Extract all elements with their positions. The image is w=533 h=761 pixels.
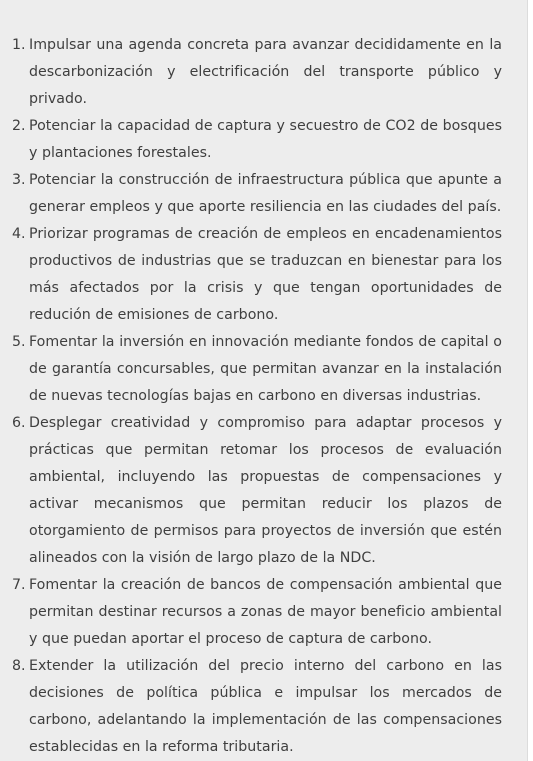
item-number: 5. [12, 334, 26, 350]
item-text: Extender la utilización del precio interno del carbono en las decisiones de política pública e impulsar los mercados de carbono, adelantando la implementación de las compensaciones establecidas en la reforma tributaria. [29, 658, 502, 755]
item-text: Potenciar la capacidad de captura y secuestro de CO2 de bosques y plantaciones forestales. [29, 118, 502, 161]
item-number: 7. [12, 577, 26, 593]
item-text: Fomentar la creación de bancos de compensación ambiental que permitan destinar recursos a zonas de mayor beneficio ambiental y que puedan aportar el proceso de captura de carbono. [29, 577, 502, 647]
item-text: Priorizar programas de creación de empleos en encadenamientos productivos de industrias que se traduzcan en bienestar para los más afectados por la crisis y que tengan oportunidades de redución de emisiones de carbono. [29, 226, 502, 323]
list-item [12, 167, 502, 221]
item-text: Impulsar una agenda concreta para avanzar decididamente en la descarbonización y electrificación del transporte público y privado. [29, 37, 502, 107]
list-item [12, 329, 502, 410]
item-text: Fomentar la inversión en innovación mediante fondos de capital o de garantía concursables, que permitan avanzar en la instalación de nuevas tecnologías bajas en carbono en diversas industrias. [29, 334, 502, 404]
measures-list [12, 32, 502, 761]
item-number: 4. [12, 226, 26, 242]
item-number: 6. [12, 415, 26, 431]
list-item [12, 32, 502, 113]
list-item [12, 410, 502, 572]
item-number: 8. [12, 658, 26, 674]
list-item [12, 572, 502, 653]
list-item [12, 221, 502, 329]
list-item [12, 113, 502, 167]
item-number: 1. [12, 37, 26, 53]
list-item [12, 653, 502, 761]
item-text: Potenciar la construcción de infraestructura pública que apunte a generar empleos y que aporte resiliencia en las ciudades del país. [29, 172, 502, 215]
item-text: Desplegar creatividad y compromiso para adaptar procesos y prácticas que permitan retomar los procesos de evaluación ambiental, incluyendo las propuestas de compensaciones y activar mecanismos que permitan reducir los plazos de otorgamiento de permisos para proyectos de inversión que estén alineados con la visión de largo plazo de la NDC. [29, 415, 502, 566]
item-number: 2. [12, 118, 26, 134]
item-number: 3. [12, 172, 26, 188]
